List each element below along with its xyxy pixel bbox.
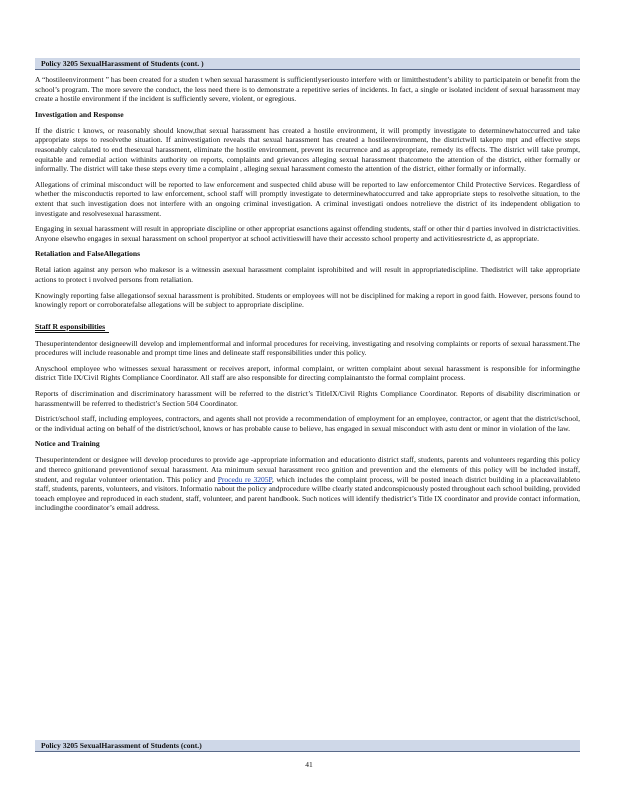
staff-paragraph-1: Thesuperintendentor designeewill develop and implementformal and informal procedures for receiving, investigating and resolving complaints or reports of sexual harassment.The procedures will include reasonable and prompt time lines and delineate staff responsibilities under this policy. (35, 338, 580, 358)
staff-paragraph-3: Reports of discrimination and discriminatory harassment will be referred to the district’s TitleIX/Civil Rights Compliance Coordinator. Reports of disability discrimination or harassmentwill be referred to thedistrict’s Section 504 Coordinator. (35, 389, 580, 408)
retaliation-heading: Retaliation and FalseAllegations (35, 249, 141, 259)
procedure-3205p-link[interactable]: Procedu re 3205P (217, 474, 272, 484)
notice-training-heading: Notice and Training (35, 439, 100, 449)
page-number: 41 (305, 760, 313, 769)
investigation-paragraph-2: Allegations of criminal misconduct will be reported to law enforcement and suspected child abuse will be reported to law enforcementor Child Protective Services. Regardless of whether the misconductis reported to law enforcement, school staff will promptly investigate to determinewhatoccurred and take appropriate steps to resolvethe situation, to the extent that such investigation does not interfere with an ongoing criminal investigation. A criminal investigati ondoes notrelieve the district of its independent obligation to investigate and resolvesexual harassment. (35, 179, 580, 218)
notice-text-before-link: Thesuperintendent or designee will develop procedures to provide age -appropriate information and educationto district staff, students, parents and volunteers regarding this policy and thereco gnitionand preventionof sexual harassment. Ata minimum sexual harassment reco gnition and prevention and the elements of this policy will be included instaff, student, and regular volunteer orientation. This policy and (35, 455, 580, 484)
footer-bar-text: Policy 3205 SexualHarassment of Students (cont.) (41, 741, 202, 750)
document-page (35, 58, 580, 519)
notice-paragraph (35, 455, 580, 513)
staff-responsibilities-heading (35, 322, 109, 333)
retaliation-paragraph-1: Retal iation against any person who makesor is a witnessin asexual harassment complaint isprohibited and will result in appropriatediscipline. Thedistrict will take appropriate actions to protect i nvolved persons from retaliation. (35, 265, 580, 284)
notice-text-after-link: , which includes the complaint process, will be posted ineach district building in a placeavailableto staff, students, parents, volunteers, and visitors. Informatio nabout the policy andprocedure willbe clearly stated andconspicuously posted throughout each school building, provided toeach employee and reproduced in each student, staff, volunteer, and parent handbook. Such notices will identify thedistrict’s Title IX coordinator and provide contact information, includingthe coordinator’s email address. (35, 474, 581, 513)
footer-bar (35, 740, 580, 752)
staff-responsibilities-heading-text: Staff R esponsibilities (35, 321, 106, 331)
header-bar (35, 58, 580, 70)
investigation-paragraph-3: Engaging in sexual harassment will result in appropriate discipline or other appropriat esanctions against offending students, staff or other thir d parties involved in districtactivities. Anyone elsewho engages in sexual harassment on school propertyor at school activitieswill have their accessto school property and activitiesrestricte d, as appropriate. (35, 224, 580, 243)
investigation-heading: Investigation and Response (35, 109, 124, 119)
staff-paragraph-2: Anyschool employee who witnesses sexual harassment or receives areport, informal complaint, or written complaint about sexual harassment is responsible for informingthe district Title IX/Civil Rights Compliance Coordinator. All staff are also responsible for directing complainantsto the formal complaint process. (35, 363, 580, 383)
header-bar-text: Policy 3205 SexualHarassment of Students (cont. ) (41, 59, 204, 68)
hostile-environment-paragraph: A “hostileenvironment ” has been created for a studen t when sexual harassment is sufficientlyseriousto interfere with or limitthestudent’s ability to participatein or benefit from the school’s program. The more severe the conduct, the less need there is to demonstrate a repetitive series of incidents. In fact, a single or isolated incident of sexual harassment may create a hostile environment if the incident is sufficiently severe, violent, or egregious. (35, 75, 580, 104)
investigation-paragraph-1: If the distric t knows, or reasonably should know,that sexual harassment has created a hostile environment, it will promptly investigate to determinewhatoccurred and take appropriate steps to resolvethe situation. If aninvestigation reveals that sexual harassment has created a hostileenvironment, the districtwill takepro mpt and effective steps reasonably calculated to end thesexual harassment, eliminate the hostile environment, prevent its recurrence and as appropriate, remedy its effects. The district will take prompt, equitable and remedial action withinits authority on reports, complaints and grievances alleging sexual harassment thatcometo the attention of the district, either formally or informally. The district will take these steps every time a complaint , alleging sexual harassment comesto the attention of the district, either formally or informally. (35, 125, 580, 174)
retaliation-paragraph-2: Knowingly reporting false allegationsof sexual harassment is prohibited. Students or employees will not be disciplined for making a report in good faith. However, persons found to knowingly report or corroboratefalse allegations will be subject to appropriate discipline. (35, 290, 580, 310)
staff-paragraph-4: District/school staff, including employees, contractors, and agents shall not provide a recommendation of employment for an employee, contractor, or agent that the district/school, or the individual acting on behalf of the district/school, knows or has probable cause to believe, has engaged in sexual misconduct with astu dent or minor in violation of the law. (35, 414, 580, 433)
